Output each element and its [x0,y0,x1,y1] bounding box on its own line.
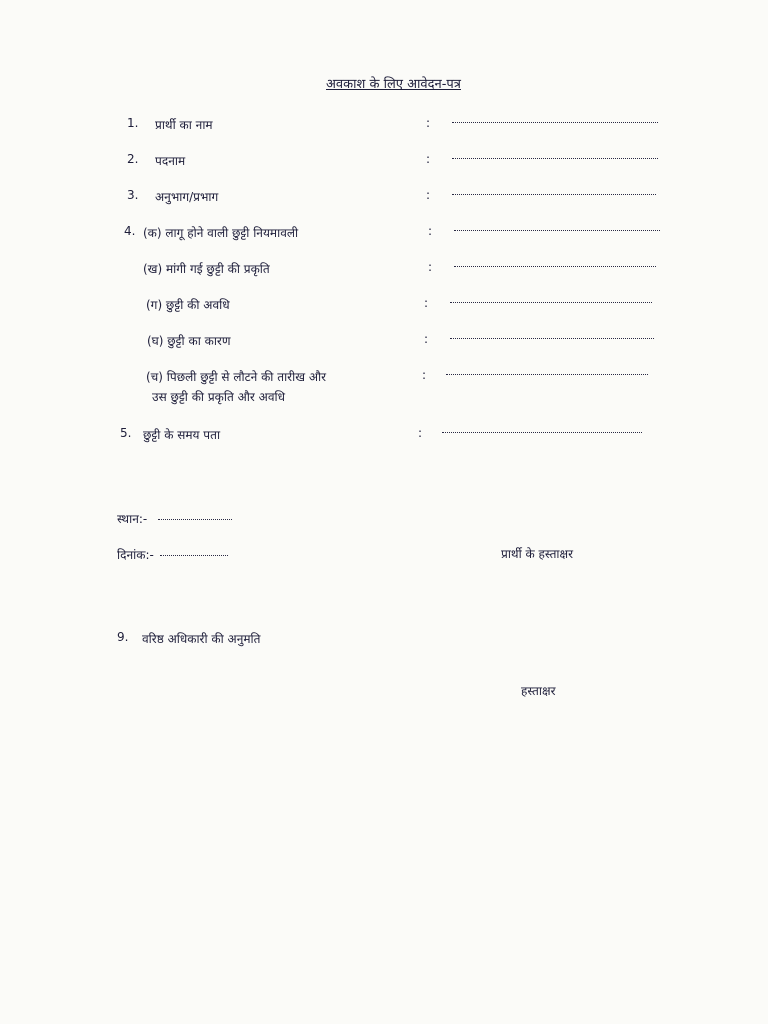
field-colon: : [424,332,429,346]
field-blank-section[interactable] [452,194,656,195]
item-number: 3. [127,188,139,202]
field-row-leave-nature [0,260,768,282]
field-blank-applicant-name[interactable] [452,122,658,123]
item-number: 9. [117,630,129,644]
field-colon: : [428,260,433,274]
field-label-address: छुट्टी के समय पता [143,428,221,442]
field-blank-address[interactable] [442,432,642,433]
field-label-last-leave-line2: उस छुट्टी की प्रकृति और अवधि [152,390,285,404]
field-blank-leave-duration[interactable] [450,302,652,303]
date-label: दिनांक:- [117,548,154,562]
field-row-designation [0,152,768,174]
field-row-senior-approval [0,630,768,652]
field-row-leave-reason [0,332,768,354]
field-row-applicant-name [0,116,768,138]
field-colon: : [426,116,431,130]
field-label-senior-approval: वरिष्ठ अधिकारी की अनुमति [142,632,261,646]
item-number: 2. [127,152,139,166]
field-blank-last-leave[interactable] [446,374,648,375]
field-label-section: अनुभाग/प्रभाग [155,190,219,204]
date-blank[interactable] [160,555,228,556]
field-colon: : [426,152,431,166]
field-colon: : [422,368,427,382]
signature-label: हस्ताक्षर [521,684,556,698]
field-label-applicant-name: प्रार्थी का नाम [155,118,213,132]
date-row [0,546,768,568]
field-label-leave-reason: (घ) छुट्टी का कारण [147,334,231,348]
field-blank-leave-nature[interactable] [454,266,656,267]
field-blank-designation[interactable] [452,158,658,159]
place-label: स्थान:- [117,512,148,526]
field-label-designation: पदनाम [155,154,186,168]
field-label-leave-rules: (क) लागू होने वाली छुट्टी नियमावली [143,226,299,240]
form-title: अवकाश के लिए आवेदन-पत्र [326,77,461,92]
field-blank-leave-reason[interactable] [450,338,654,339]
field-row-address [0,426,768,448]
field-label-leave-duration: (ग) छुट्टी की अवधि [146,298,230,312]
field-row-last-leave [0,368,768,408]
field-label-leave-nature: (ख) मांगी गई छुट्टी की प्रकृति [143,262,270,276]
field-colon: : [424,296,429,310]
field-colon: : [426,188,431,202]
field-row-leave-rules [0,224,768,246]
field-label-last-leave-line1: (च) पिछली छुट्टी से लौटने की तारीख और [146,370,327,384]
field-row-leave-duration [0,296,768,318]
field-colon: : [428,224,433,238]
field-blank-leave-rules[interactable] [454,230,660,231]
item-number: 4. [124,224,136,238]
applicant-signature-label: प्रार्थी के हस्ताक्षर [501,547,574,561]
place-row [0,510,768,532]
place-blank[interactable] [158,519,232,520]
item-number: 1. [127,116,139,130]
item-number: 5. [120,426,132,440]
field-row-section [0,188,768,210]
field-colon: : [418,426,423,440]
